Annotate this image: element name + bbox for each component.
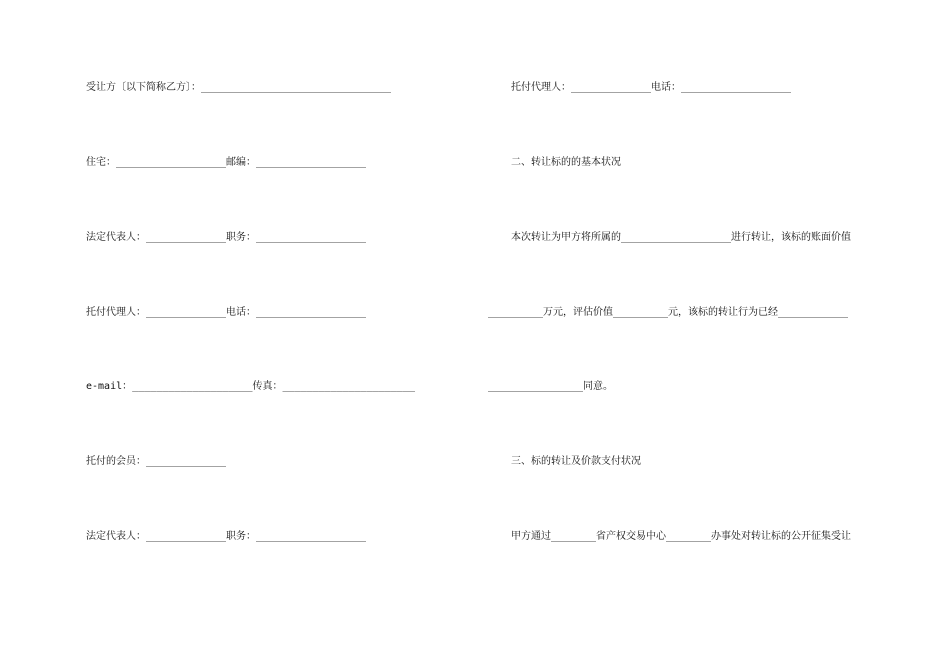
legal-rep-position-line-2: 法定代表人：________________职务：______________________ xyxy=(86,531,366,542)
approval-line: ___________________同意。 xyxy=(488,381,613,392)
transfer-description-line: 本次转让为甲方将所属的______________________进行转让，该标的账面价值 xyxy=(511,232,851,243)
entrusted-member-line: 托付的会员：________________ xyxy=(86,456,226,467)
valuation-line: ___________万元，评估价值___________元，该标的转让行为已经______________ xyxy=(488,307,848,318)
email-fax-line: e-mail：____________________传真：______________________ xyxy=(86,381,415,392)
agent-phone-line: 托付代理人：________________电话：______________________ xyxy=(86,307,366,318)
exchange-center-line: 甲方通过_________省产权交易中心_________办事处对转让标的公开征集受让 xyxy=(511,531,851,542)
right-agent-phone-line: 托付代理人：________________电话：______________________ xyxy=(511,82,791,93)
residence-postcode-line: 住宅：______________________邮编：______________________ xyxy=(86,157,366,168)
transferee-line: 受让方〔以下简称乙方〕：______________________________________ xyxy=(86,82,391,93)
section-3-heading: 三、标的转让及价款支付状况 xyxy=(511,456,641,467)
section-2-heading: 二、转让标的的基本状况 xyxy=(511,157,621,168)
legal-rep-position-line: 法定代表人：________________职务：______________________ xyxy=(86,232,366,243)
